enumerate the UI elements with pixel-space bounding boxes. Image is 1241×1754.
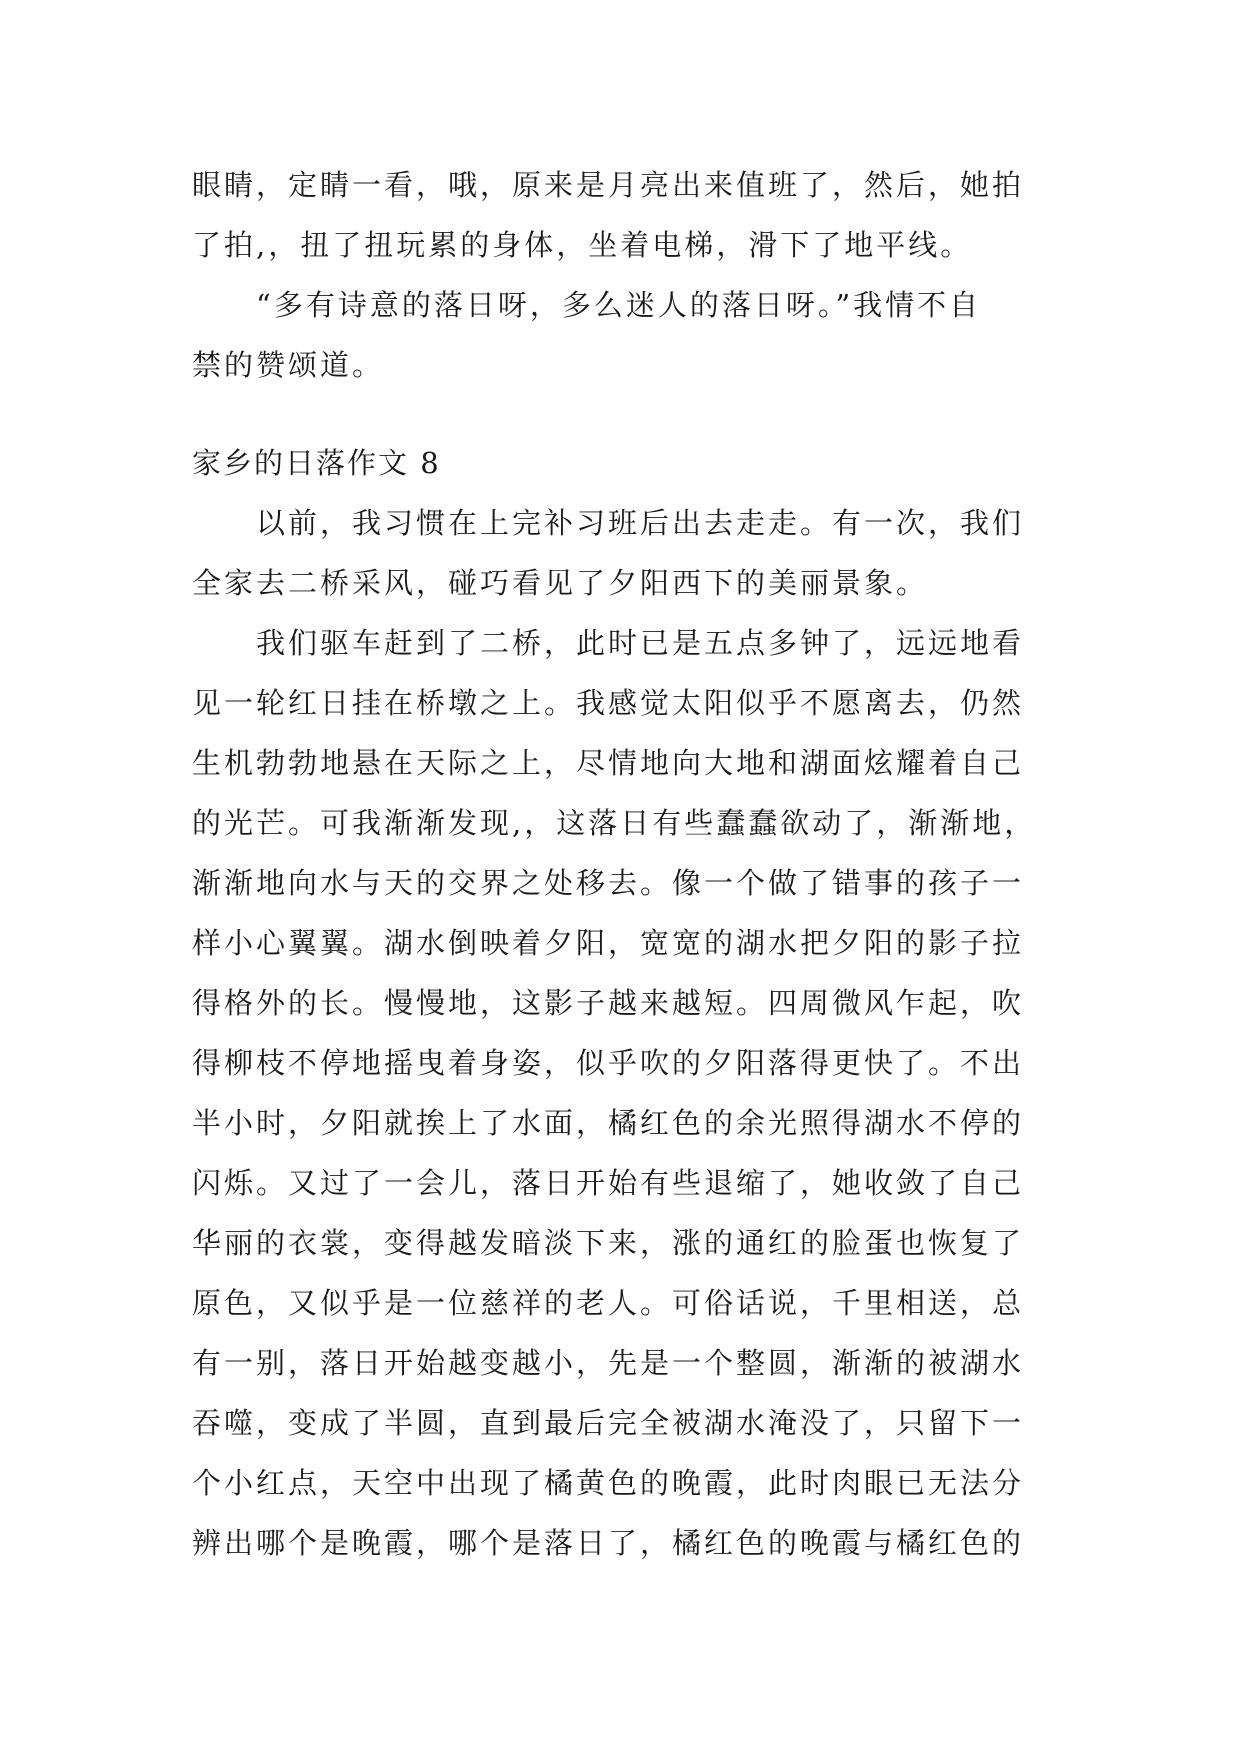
text-line: 样小心翼翼。湖水倒映着夕阳，宽宽的湖水把夕阳的影子拉 [192, 926, 1025, 960]
text-line: 半小时，夕阳就挨上了水面，橘红色的余光照得湖水不停的 [192, 1106, 1025, 1140]
text-line: 有一别，落日开始越变越小，先是一个整圆，渐渐的被湖水 [192, 1346, 1025, 1380]
text-line: 见一轮红日挂在桥墩之上。我感觉太阳似乎不愿离去，仍然 [192, 686, 1025, 720]
paragraph [192, 275, 1062, 395]
text-line: 得柳枝不停地摇曳着身姿，似乎吹的夕阳落得更快了。不出 [192, 1046, 1025, 1080]
text-line: 生机勃勃地悬在天际之上，尽情地向大地和湖面炫耀着自己 [192, 746, 1025, 780]
text-line: 我们驱车赶到了二桥，此时已是五点多钟了，远远地看 [256, 626, 1025, 660]
text-line: 的光芒。可我渐渐发现,，这落日有些蠢蠢欲动了，渐渐地， [192, 806, 1037, 840]
text-line: 全家去二桥采风，碰巧看见了夕阳西下的美丽景象。 [192, 566, 929, 600]
text-line: 闪烁。又过了一会儿，落日开始有些退缩了，她收敛了自己 [192, 1166, 1025, 1200]
section-heading: 家乡的日落作文 8 [192, 446, 441, 480]
paragraph [192, 155, 1062, 275]
text-line: “多有诗意的落日呀，多么迷人的落日呀。”我情不自 [256, 288, 982, 322]
section-gap [192, 395, 1062, 433]
document-body [192, 155, 1062, 1573]
text-line: 吞噬，变成了半圆，直到最后完全被湖水淹没了，只留下一 [192, 1406, 1025, 1440]
text-line: 渐渐地向水与天的交界之处移去。像一个做了错事的孩子一 [192, 866, 1025, 900]
text-line: 个小红点，天空中出现了橘黄色的晚霞，此时肉眼已无法分 [192, 1466, 1025, 1500]
text-line: 眼睛，定睛一看，哦，原来是月亮出来值班了，然后，她拍 [192, 168, 1025, 202]
text-line: 得格外的长。慢慢地，这影子越来越短。四周微风乍起，吹 [192, 986, 1025, 1020]
text-line: 辨出哪个是晚霞，哪个是落日了，橘红色的晚霞与橘红色的 [192, 1526, 1025, 1560]
paragraph [192, 493, 1062, 613]
text-line: 了拍,，扭了扭玩累的身体，坐着电梯，滑下了地平线。 [192, 228, 973, 262]
paragraph [192, 613, 1062, 1573]
text-line: 禁的赞颂道。 [192, 348, 385, 382]
text-line: 华丽的衣裳，变得越发暗淡下来，涨的通红的脸蛋也恢复了 [192, 1226, 1025, 1260]
text-line: 以前，我习惯在上完补习班后出去走走。有一次，我们 [256, 506, 1025, 540]
text-line: 原色，又似乎是一位慈祥的老人。可俗话说，千里相送，总 [192, 1286, 1025, 1320]
